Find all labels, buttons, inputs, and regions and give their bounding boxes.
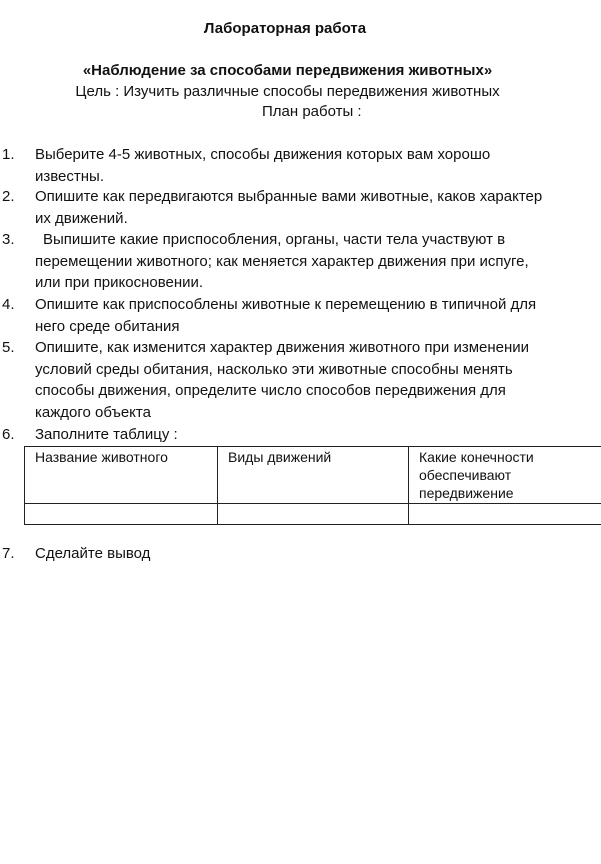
step-number: 1. [2,146,15,163]
table-cell[interactable] [409,504,601,525]
table-header-cell: Виды движений [218,447,409,504]
step-text: Сделайте вывод [35,545,151,562]
observation-table [24,446,601,525]
goal-line: Цель : Изучить различные способы передвижения животных [75,83,500,100]
step-number: 3. [2,231,15,248]
step-number: 4. [2,296,15,313]
step-text: Выпишите какие приспособления, органы, части тела участвуют в перемещении животного; как меняется характер движения при испуге, или при прикосновении. [35,231,529,291]
step-text: Заполните таблицу : [35,426,178,443]
table-cell[interactable] [25,504,218,525]
step-number: 7. [2,545,15,562]
step-number: 2. [2,188,15,205]
table-row [25,504,601,525]
table-header-cell: Какие конечности обеспечивают передвижение [409,447,601,504]
table-header-row [25,447,601,504]
step-text: Выберите 4-5 животных, способы движения которых вам хорошо известны. [35,146,491,185]
work-subtitle: «Наблюдение за способами передвижения животных» [82,62,493,79]
step-number: 5. [2,339,15,356]
table-cell[interactable] [218,504,409,525]
step-text: Опишите как приспособлены животные к перемещению в типичной для него среде обитания [35,296,537,335]
step-text: Опишите как передвигаются выбранные вами животные, каков характер их движений. [35,188,543,227]
document-title: Лабораторная работа [203,20,367,37]
step-number: 6. [2,426,15,443]
step-text: Опишите, как изменится характер движения животного при изменении условий среды обитания, насколько эти животные способны менять способы движения, определите число способов передвижения для каждого объекта [35,339,530,421]
plan-heading: План работы : [262,103,362,120]
table-header-cell: Название животного [25,447,218,504]
